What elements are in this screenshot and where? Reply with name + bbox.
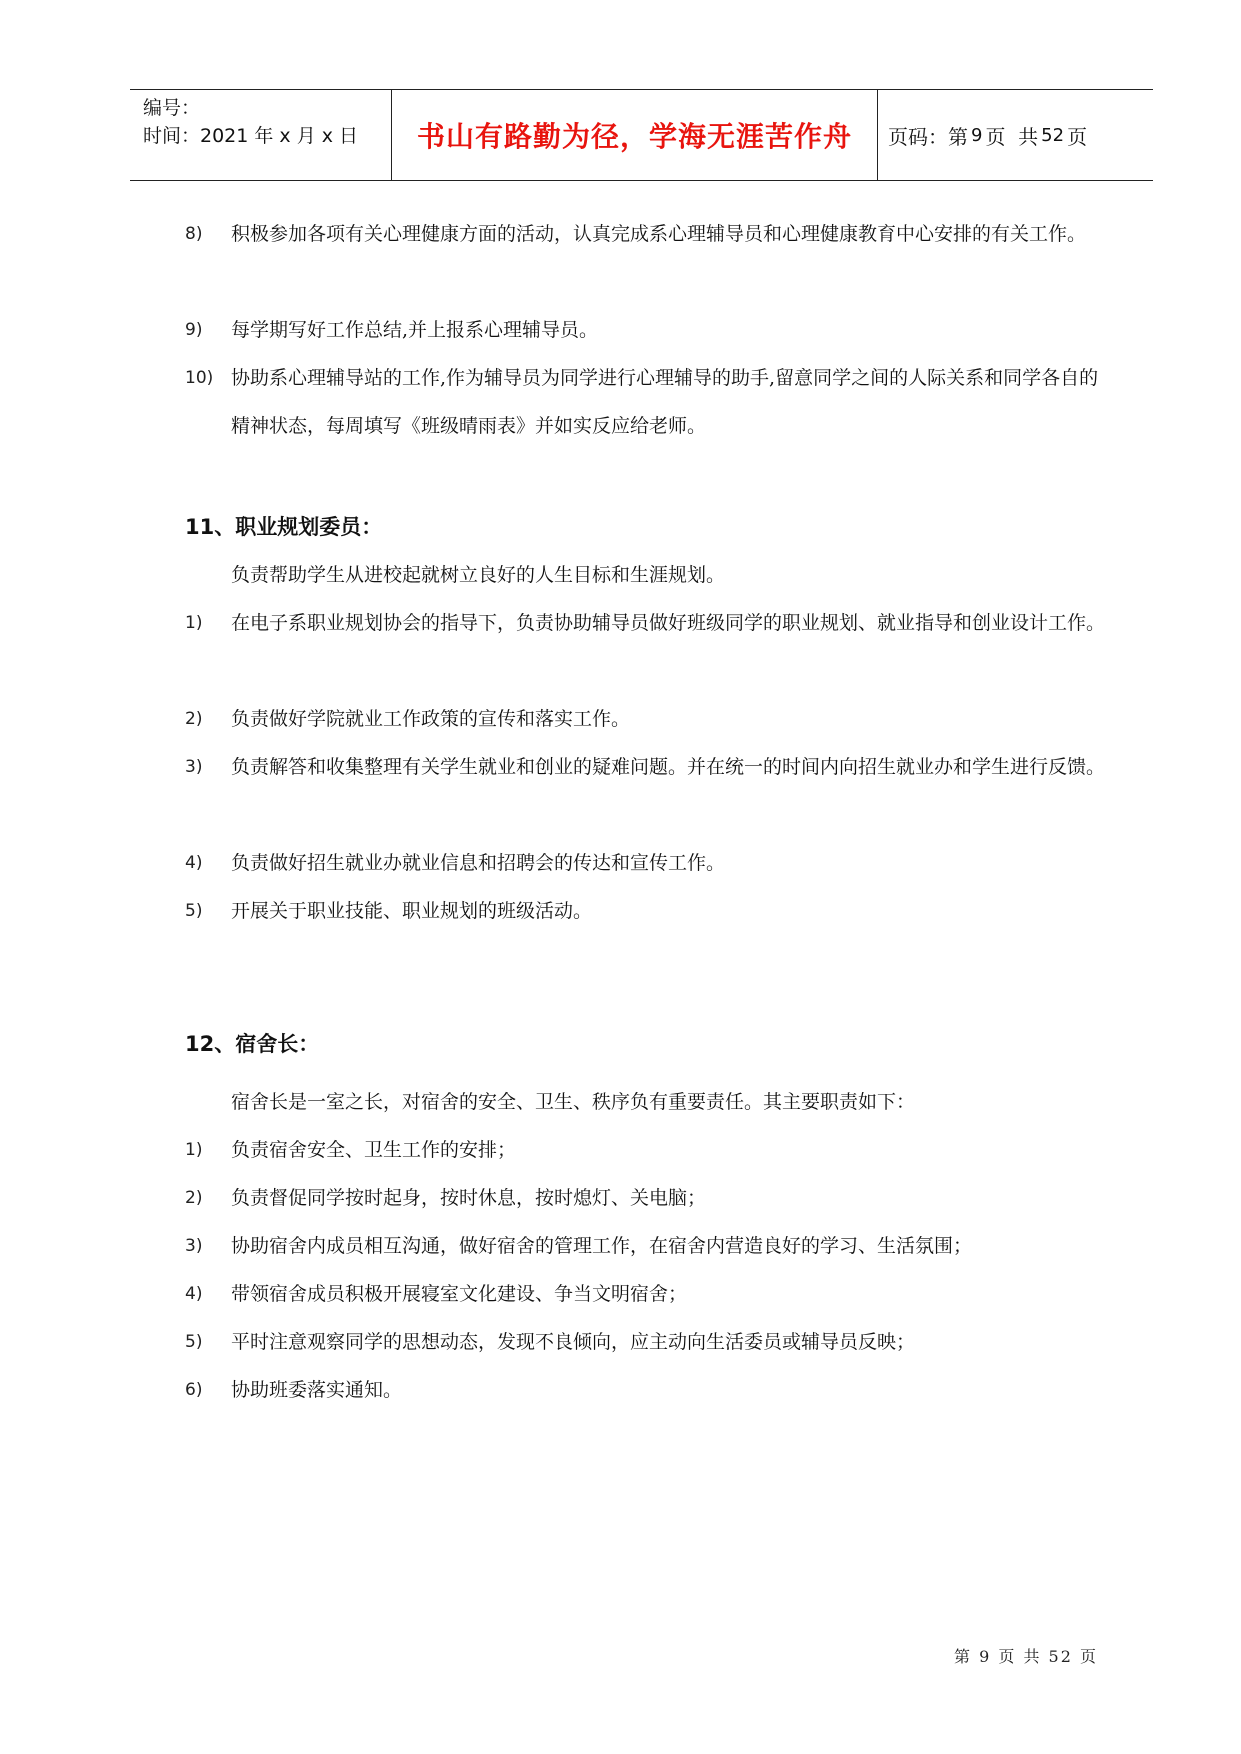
item-text: 在电子系职业规划协会的指导下，负责协助辅导员做好班级同学的职业规划、就业指导和创业设计工作。	[231, 612, 1106, 634]
item-text: 每学期写好工作总结,并上报系心理辅导员。	[231, 319, 599, 341]
section-12-title: 12、宿舍长：	[185, 1032, 320, 1056]
section-11-intro: 负责帮助学生从进校起就树立良好的人生目标和生涯规划。	[231, 564, 726, 586]
item-text: 负责解答和收集整理有关学生就业和创业的疑难问题。并在统一的时间内向招生就业办和学生进行反馈。	[231, 756, 1106, 778]
page-suffix: 页	[1067, 124, 1088, 149]
header-motto: 书山有路勤为径，学海无涯苦作舟	[392, 90, 878, 180]
list-item	[185, 743, 1105, 791]
number-label: 编号：	[143, 97, 201, 119]
item-number: 4)	[185, 853, 203, 873]
time-label: 时间：2021 年 x 月 x 日	[143, 125, 359, 147]
item-text: 负责督促同学按时起身，按时休息，按时熄灯、关电脑；	[231, 1187, 707, 1209]
item-number: 1)	[185, 1140, 203, 1160]
page-footer: 第 9 页 共 52 页	[954, 1647, 1098, 1666]
list-item	[185, 1318, 1105, 1366]
item-text: 带领宿舍成员积极开展寝室文化建设、争当文明宿舍；	[231, 1283, 688, 1305]
list-item	[185, 1126, 1105, 1174]
list-item	[185, 354, 1105, 450]
list-item	[185, 1174, 1105, 1222]
item-number: 1)	[185, 613, 203, 633]
item-text: 平时注意观察同学的思想动态，发现不良倾向，应主动向生活委员或辅导员反映；	[231, 1331, 916, 1353]
item-number: 3)	[185, 757, 203, 777]
item-number: 2)	[185, 709, 203, 729]
page-prefix: 页码：第	[888, 124, 968, 149]
item-number: 6)	[185, 1380, 203, 1400]
item-text: 负责做好学院就业工作政策的宣传和落实工作。	[231, 708, 631, 730]
item-text: 协助宿舍内成员相互沟通，做好宿舍的管理工作，在宿舍内营造良好的学习、生活氛围；	[231, 1235, 973, 1257]
header-meta	[130, 90, 392, 180]
list-item	[185, 839, 1105, 887]
item-text: 负责宿舍安全、卫生工作的安排；	[231, 1139, 517, 1161]
section-11-title: 11、职业规划委员：	[185, 515, 383, 539]
page-total: 52	[1041, 124, 1065, 146]
item-number: 5)	[185, 1332, 203, 1352]
item-text: 开展关于职业技能、职业规划的班级活动。	[231, 900, 593, 922]
item-number: 9)	[185, 320, 203, 340]
list-item	[185, 1222, 1105, 1270]
item-number: 2)	[185, 1188, 203, 1208]
list-item	[185, 1366, 1105, 1414]
list-item	[185, 210, 1105, 258]
list-item	[185, 1270, 1105, 1318]
item-text: 负责做好招生就业办就业信息和招聘会的传达和宣传工作。	[231, 852, 726, 874]
list-item	[185, 887, 1105, 935]
list-item	[185, 695, 1105, 743]
list-item	[185, 306, 1105, 354]
item-text: 协助系心理辅导站的工作,作为辅导员为同学进行心理辅导的助手,留意同学之间的人际关系和同学各自的精神状态，每周填写《班级晴雨表》并如实反应给老师。	[231, 367, 1099, 437]
list-item	[185, 599, 1105, 647]
item-number: 4)	[185, 1284, 203, 1304]
item-number: 8)	[185, 224, 203, 244]
item-number: 3)	[185, 1236, 203, 1256]
page-number: 9	[971, 124, 983, 146]
item-number: 10)	[185, 368, 214, 388]
item-text: 协助班委落实通知。	[231, 1379, 403, 1401]
page-mid: 页 共	[985, 124, 1039, 149]
item-text: 积极参加各项有关心理健康方面的活动，认真完成系心理辅导员和心理健康教育中心安排的有关工作。	[231, 223, 1087, 245]
header-page-info	[878, 90, 1153, 180]
item-number: 5)	[185, 901, 203, 921]
page-header	[130, 89, 1153, 181]
section-12-intro: 宿舍长是一室之长，对宿舍的安全、卫生、秩序负有重要责任。其主要职责如下：	[231, 1091, 916, 1113]
